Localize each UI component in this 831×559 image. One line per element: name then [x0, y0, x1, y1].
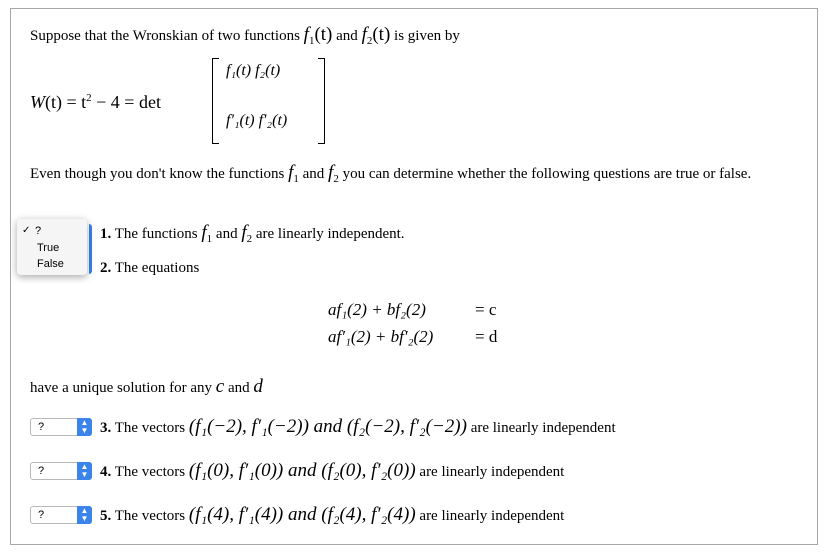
- matrix-right-bracket: [318, 58, 325, 144]
- answer-select-q4[interactable]: ? ▲ ▼: [30, 462, 92, 480]
- wronskian-lhs: $W(t) = t^2 - 4 = \det$: [30, 92, 161, 112]
- select-arrows-icon: ▲ ▼: [77, 506, 92, 524]
- question-4: 4. The vectors (f₁(0), f′₁(0)) and (f₂(0), f′₂(0)) are linearly independent: [100, 460, 565, 481]
- checkmark-icon: ✓: [22, 225, 31, 236]
- intro-text-after: is given by: [394, 28, 460, 44]
- unique-solution-line: have a unique solution for any c and d: [30, 376, 263, 397]
- matrix-left-bracket: [212, 58, 219, 144]
- question-1: 1. The functions $f_1$ and $f_2$ are linearly independent.: [100, 222, 405, 245]
- f2-symbol: $f_2(t)$: [361, 24, 391, 47]
- select-arrows-icon: ▲ ▼: [77, 462, 92, 480]
- equation-2-rhs: = d: [475, 327, 498, 346]
- equation-2: af′₁(2) + bf′₂(2): [328, 327, 434, 346]
- question-3: 3. The vectors (f₁(−2), f′₁(−2)) and (f₂(−2), f′₂(−2)) are linearly independent: [100, 416, 616, 437]
- question-5: 5. The vectors (f₁(4), f′₁(4)) and (f₂(4), f′₂(4)) are linearly independent: [100, 504, 565, 525]
- answer-select-q5[interactable]: ? ▲ ▼: [30, 506, 92, 524]
- dropdown-option-false[interactable]: False: [37, 258, 64, 270]
- matrix-row-2: f′₁(t) f′₂(t): [226, 112, 288, 129]
- f2-symbol-2: $f_2$: [328, 162, 339, 185]
- dropdown-option-unknown[interactable]: ?: [35, 225, 42, 237]
- equation-1-rhs: = c: [475, 300, 497, 319]
- intro-text-before: Suppose that the Wronskian of two functions: [30, 28, 300, 44]
- answer-dropdown-menu: [17, 219, 87, 275]
- matrix-row-1: f₁(t) f₂(t): [226, 62, 281, 79]
- intro-and: and: [336, 28, 358, 44]
- dropdown-option-true[interactable]: True: [37, 242, 60, 254]
- f1-symbol: $f_1(t)$: [303, 24, 333, 47]
- question-2: 2. The equations: [100, 260, 200, 276]
- select-arrows-icon: ▲ ▼: [77, 418, 92, 436]
- intro-line: [30, 24, 460, 47]
- f1-symbol-2: $f_1$: [288, 162, 299, 185]
- answer-select-q3[interactable]: ? ▲ ▼: [30, 418, 92, 436]
- even-though-line: Even though you don't know the functions $f_1$ and $f_2$ you can determine whether the following questions are true or false.: [30, 162, 752, 185]
- equation-1: af₁(2) + bf₂(2): [328, 300, 426, 319]
